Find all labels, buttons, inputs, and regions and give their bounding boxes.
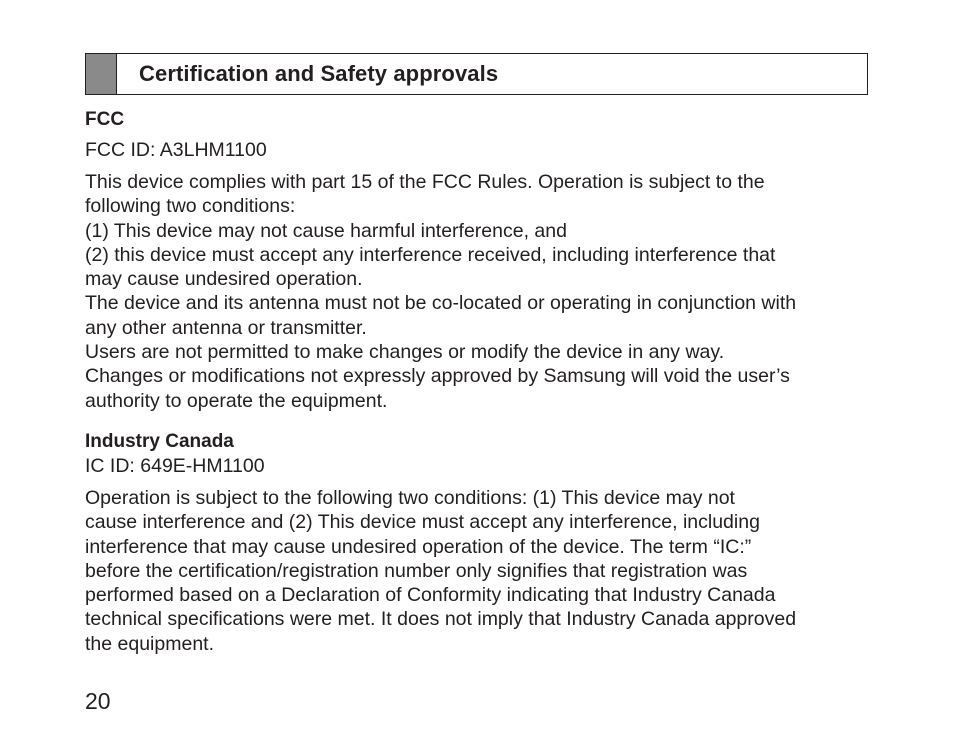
ic-line: before the certification/registration number only signifies that registration was — [85, 559, 748, 582]
section-title: Certification and Safety approvals — [139, 61, 499, 86]
fcc-heading-block — [85, 107, 875, 132]
ic-line: performed based on a Declaration of Conformity indicating that Industry Canada — [85, 584, 776, 607]
fcc-line: (1) This device may not cause harmful interference, and — [85, 219, 567, 242]
section-header — [85, 53, 868, 95]
fcc-heading: FCC — [85, 109, 125, 130]
ic-id-block — [85, 454, 875, 478]
fcc-body — [85, 170, 875, 413]
fcc-line: This device complies with part 15 of the FCC Rules. Operation is subject to the — [85, 171, 765, 193]
fcc-id-block — [85, 138, 875, 162]
fcc-line: following two conditions: — [85, 195, 296, 218]
fcc-line: (2) this device must accept any interference received, including interference that — [85, 243, 776, 266]
header-accent-bar — [86, 54, 117, 94]
fcc-line: Changes or modifications not expressly approved by Samsung will void the user’s — [85, 365, 790, 388]
industry-canada-heading: Industry Canada — [85, 431, 234, 452]
ic-line: Operation is subject to the following two conditions: (1) This device may not — [85, 487, 735, 509]
ic-line: cause interference and (2) This device must accept any interference, including — [85, 511, 760, 534]
ic-line: the equipment. — [85, 632, 215, 655]
ic-heading-block — [85, 429, 875, 454]
fcc-line: any other antenna or transmitter. — [85, 316, 367, 339]
ic-line: interference that may cause undesired operation of the device. The term “IC:” — [85, 535, 752, 558]
ic-line: technical specifications were met. It does not imply that Industry Canada approved — [85, 608, 797, 631]
fcc-line: The device and its antenna must not be co-located or operating in conjunction with — [85, 292, 797, 315]
ic-id-line: IC ID: 649E-HM1100 — [85, 455, 265, 477]
fcc-line: Users are not permitted to make changes or modify the device in any way. — [85, 341, 725, 364]
ic-body — [85, 486, 875, 656]
page-number: 20 — [85, 688, 111, 714]
fcc-line: authority to operate the equipment. — [85, 389, 388, 412]
fcc-id-line: FCC ID: A3LHM1100 — [85, 139, 267, 161]
fcc-line: may cause undesired operation. — [85, 268, 363, 291]
